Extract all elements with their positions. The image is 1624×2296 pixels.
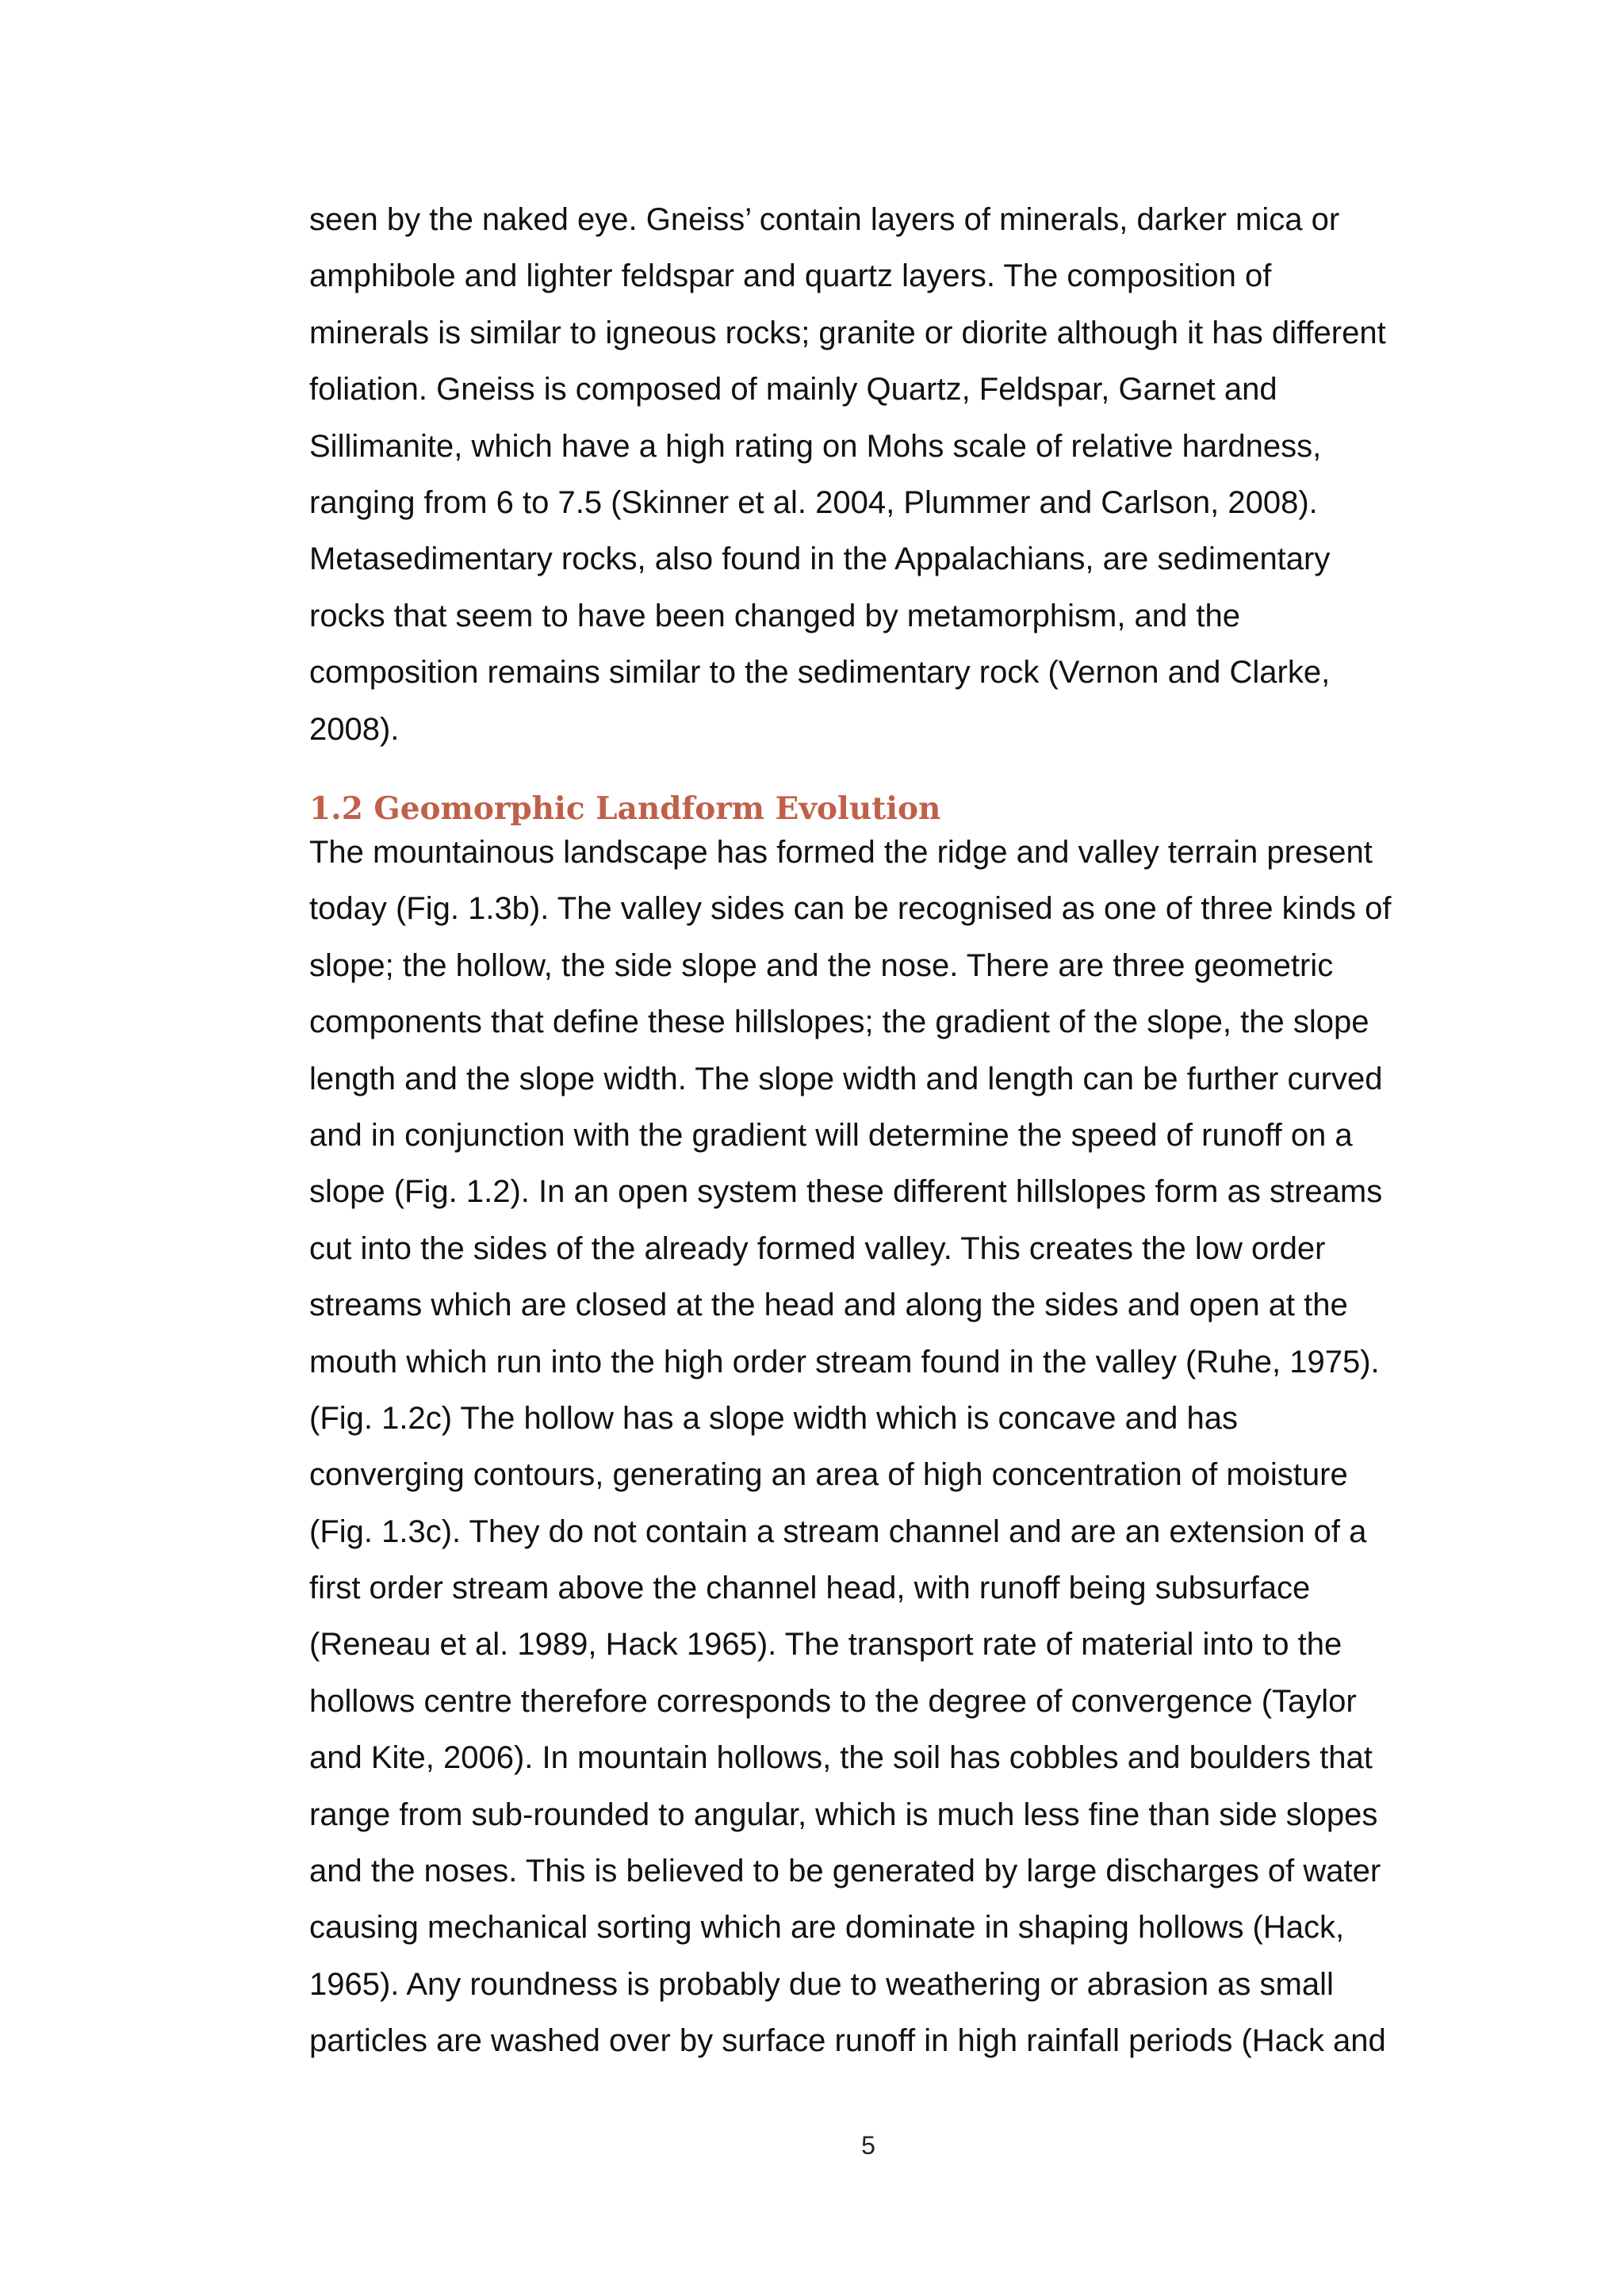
text-line: causing mechanical sorting which are dominate in shaping hollows (Hack, <box>309 1910 1345 1946</box>
text-line: particles are washed over by surface runoff in high rainfall periods (Hack and <box>309 2023 1386 2059</box>
text-line: seen by the naked eye. Gneiss’ contain layers of minerals, darker mica or <box>309 202 1340 237</box>
text-line: 2008). <box>309 711 400 747</box>
page-number: 5 <box>861 2131 875 2160</box>
section-heading: 1.2 Geomorphic Landform Evolution <box>309 790 941 827</box>
text-line: and the noses. This is believed to be generated by large discharges of water <box>309 1854 1381 1889</box>
text-line: Sillimanite, which have a high rating on Mohs scale of relative hardness, <box>309 428 1322 464</box>
text-line: and in conjunction with the gradient will determine the speed of runoff on a <box>309 1117 1353 1153</box>
text-line: range from sub-rounded to angular, which is much less fine than side slopes <box>309 1797 1378 1832</box>
body-paragraph-2 <box>309 825 1443 2070</box>
text-line: slope (Fig. 1.2). In an open system these different hillslopes form as streams <box>309 1174 1383 1210</box>
text-line: slope; the hollow, the side slope and the nose. There are three geometric <box>309 947 1334 983</box>
text-line: (Fig. 1.3c). They do not contain a stream channel and are an extension of a <box>309 1513 1367 1549</box>
text-line: foliation. Gneiss is composed of mainly Quartz, Feldspar, Garnet and <box>309 372 1277 408</box>
text-line: converging contours, generating an area of high concentration of moisture <box>309 1457 1348 1493</box>
text-line: composition remains similar to the sedimentary rock (Vernon and Clarke, <box>309 655 1331 691</box>
text-line: cut into the sides of the already formed valley. This creates the low order <box>309 1230 1326 1266</box>
text-line: and Kite, 2006). In mountain hollows, the soil has cobbles and boulders that <box>309 1740 1373 1776</box>
text-line: amphibole and lighter feldspar and quartz layers. The composition of <box>309 258 1272 294</box>
text-line: first order stream above the channel head, with runoff being subsurface <box>309 1571 1311 1606</box>
body-paragraph-1 <box>309 192 1443 758</box>
text-line: minerals is similar to igneous rocks; granite or diorite although it has different <box>309 315 1386 350</box>
text-line: mouth which run into the high order stream found in the valley (Ruhe, 1975). <box>309 1344 1380 1380</box>
text-line: hollows centre therefore corresponds to the degree of convergence (Taylor <box>309 1683 1357 1719</box>
text-line: rocks that seem to have been changed by metamorphism, and the <box>309 598 1241 633</box>
text-line: (Reneau et al. 1989, Hack 1965). The transport rate of material into to the <box>309 1627 1342 1663</box>
text-line: components that define these hillslopes; the gradient of the slope, the slope <box>309 1004 1369 1040</box>
text-line: Metasedimentary rocks, also found in the Appalachians, are sedimentary <box>309 541 1331 577</box>
text-line: length and the slope width. The slope width and length can be further curved <box>309 1061 1383 1096</box>
text-line: streams which are closed at the head and along the sides and open at the <box>309 1288 1348 1323</box>
text-line: ranging from 6 to 7.5 (Skinner et al. 2004, Plummer and Carlson, 2008). <box>309 484 1318 520</box>
text-line: The mountainous landscape has formed the ridge and valley terrain present <box>309 835 1373 870</box>
text-line: (Fig. 1.2c) The hollow has a slope width which is concave and has <box>309 1400 1238 1436</box>
text-line: 1965). Any roundness is probably due to weathering or abrasion as small <box>309 1966 1334 2002</box>
text-line: today (Fig. 1.3b). The valley sides can be recognised as one of three kinds of <box>309 891 1392 927</box>
